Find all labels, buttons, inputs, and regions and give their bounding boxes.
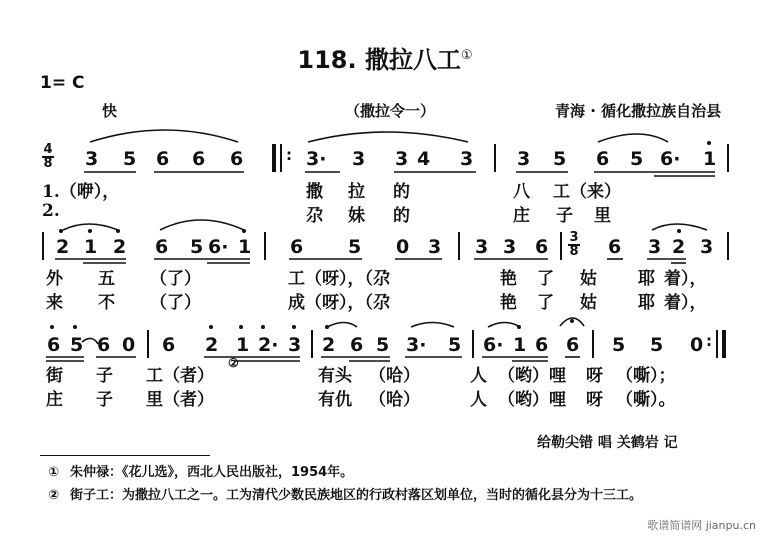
lyric: 工（来） [553, 182, 621, 202]
note: 5 [553, 148, 567, 170]
lyric: 了 [537, 293, 554, 313]
lyric: 姑 [580, 293, 597, 313]
note: 6 [290, 236, 304, 258]
lyric: 的 [393, 182, 410, 202]
lyric: 人 [470, 366, 487, 386]
lyric: 拉 [348, 182, 365, 202]
note: 5 [348, 236, 362, 258]
note: 1 [513, 334, 527, 356]
lyric: 耶 [638, 293, 655, 313]
note: 3 [517, 148, 531, 170]
note: 3 [648, 236, 662, 258]
lyric: 不 [98, 293, 115, 313]
note: 5 [190, 236, 204, 258]
lyric: 来 [46, 293, 63, 313]
lyric: 庄 [46, 390, 63, 410]
slur [160, 220, 244, 230]
footnote-2: ② 街子工：为撒拉八工之一。工为清代少数民族地区的行政村落区划单位，当时的循化县分为十三工。 [48, 488, 643, 503]
note: 1 [236, 334, 250, 356]
note: 5 [630, 148, 644, 170]
note: 3· [306, 148, 327, 170]
note: 6 [156, 148, 170, 170]
note: 2 [672, 236, 686, 258]
note: 2 [322, 334, 336, 356]
note: 5 [612, 334, 626, 356]
slur [308, 132, 468, 142]
repeat-dots: : [286, 146, 292, 164]
note: 6 [535, 236, 549, 258]
note: 5 [650, 334, 664, 356]
note: 3 [503, 236, 517, 258]
lyric: 的 [393, 206, 410, 226]
lyric: 艳 [500, 269, 517, 289]
note: 6 [350, 334, 364, 356]
lyric: 成（呀），（尕 [288, 293, 390, 313]
lyric: （嘶）； [616, 366, 676, 386]
lyric: 工（者） [146, 366, 214, 386]
slur [82, 338, 98, 344]
note: 3 [395, 148, 409, 170]
note: 0 [690, 334, 704, 356]
lyric: 有头 [318, 366, 352, 386]
lyric: 妹 [348, 206, 365, 226]
note: 6 [97, 334, 111, 356]
note: 6 [608, 236, 622, 258]
lyric: 撒 [306, 182, 323, 202]
footnote-divider [40, 455, 210, 456]
lyric: （了） [150, 293, 201, 313]
lyric: 里（者） [146, 390, 214, 410]
song-subtitle: （撒拉令一） [345, 102, 436, 120]
lyric: 五 [98, 269, 115, 289]
note: 5 [376, 334, 390, 356]
lyric: 子 [96, 390, 113, 410]
note: 5 [448, 334, 462, 356]
note: 3· [406, 334, 427, 356]
repeat-dots: : [706, 332, 712, 350]
note: 3 [460, 148, 474, 170]
note: 2 [205, 334, 219, 356]
note: 3 [428, 236, 442, 258]
lyric: 工（呀），（尕 [288, 269, 390, 289]
lyric: 子 [96, 366, 113, 386]
lyric: 外 [46, 269, 63, 289]
lyric: 庄 [513, 206, 530, 226]
key-signature: 1= C [40, 73, 85, 93]
note: 3 [85, 148, 99, 170]
lyric: （嘶）。 [616, 390, 676, 410]
note: 6 [155, 236, 169, 258]
lyric: 姑 [580, 269, 597, 289]
note: 6 [535, 334, 549, 356]
note: 6 [162, 334, 176, 356]
lyric: 着）， [664, 293, 707, 313]
note: 6 [596, 148, 610, 170]
note: 3 [700, 236, 714, 258]
song-origin: 青海 · 循化撒拉族自治县 [555, 102, 722, 120]
lyric: （哟）哩 [498, 390, 566, 410]
lyric: 了 [537, 269, 554, 289]
lyric: （哈） [369, 390, 420, 410]
slur [598, 134, 668, 142]
time-signature: 3 8 [569, 230, 579, 259]
note: 1 [703, 148, 717, 170]
note: 2 [113, 236, 127, 258]
note: 6· [483, 334, 504, 356]
lyric: 呀 [586, 390, 603, 410]
note: 1 [238, 236, 252, 258]
footnote-1: ① 朱仲禄：《花儿选》，西北人民出版社，1954年。 [48, 465, 354, 480]
lyric: 艳 [500, 293, 517, 313]
note: 0 [396, 236, 410, 258]
lyric: 2. [42, 201, 60, 221]
note: 3 [352, 148, 366, 170]
lyric: 有仇 [318, 390, 352, 410]
note: 2· [258, 334, 279, 356]
lyric: 街 [46, 366, 63, 386]
song-title: 118. 撒拉八工① [297, 46, 473, 74]
note: 4 [417, 148, 431, 170]
note: 1 [84, 236, 98, 258]
note: 2 [56, 236, 70, 258]
lyric: 里 [594, 206, 611, 226]
note: 6 [192, 148, 206, 170]
slur [411, 323, 454, 328]
note: 6 [566, 334, 580, 356]
time-signature: 4 8 [43, 142, 53, 171]
lyric: 人 [470, 390, 487, 410]
note: 6· [660, 148, 681, 170]
lyric: （哟）哩 [498, 366, 566, 386]
note: 3 [475, 236, 489, 258]
lyric-footnote-mark: ② [228, 356, 239, 370]
slur [90, 130, 238, 142]
note: 3 [288, 334, 302, 356]
note: 5 [70, 334, 84, 356]
lyric: 着）， [664, 269, 707, 289]
note: 6 [47, 334, 61, 356]
tempo-mark: 快 [102, 102, 118, 120]
slur [327, 323, 357, 328]
lyric: （哈） [369, 366, 420, 386]
lyric: 耶 [638, 269, 655, 289]
slur [488, 323, 520, 328]
note: 0 [122, 334, 136, 356]
lyric: 呀 [586, 366, 603, 386]
lyric: 尕 [306, 206, 323, 226]
lyric: 八 [513, 182, 530, 202]
lyric: 1.（咿）， [42, 182, 120, 202]
watermark: 歌谱简谱网 jianpu.cn [647, 519, 756, 532]
lyric: （了） [150, 269, 201, 289]
note: 6· [208, 236, 229, 258]
performer-credit: 给勒尖错 唱 关鹤岩 记 [537, 435, 678, 451]
note: 6 [230, 148, 244, 170]
note: 5 [123, 148, 137, 170]
lyric: 子 [556, 206, 573, 226]
